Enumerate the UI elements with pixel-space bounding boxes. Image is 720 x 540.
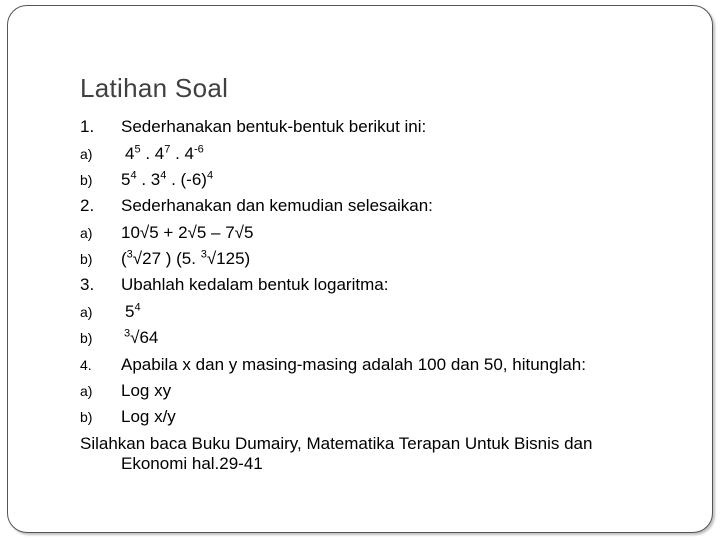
- item-marker: a): [80, 146, 93, 162]
- slide-title: Latihan Soal: [80, 73, 229, 103]
- expression: Log xy: [121, 381, 172, 400]
- reference-line-2: Ekonomi hal.29-41: [121, 454, 263, 473]
- expression: $^3$√64: [124, 327, 159, 347]
- question-text: Ubahlah kedalam bentuk logaritma:: [121, 275, 389, 294]
- expression: Log x/y: [121, 407, 176, 426]
- question-number: 4.: [80, 357, 92, 373]
- reference-line-1: Silahkan baca Buku Dumairy, Matematika Terapan Untuk Bisnis dan: [80, 434, 593, 453]
- question-text: Sederhanakan dan kemudian selesaikan:: [121, 196, 433, 215]
- item-marker: a): [80, 383, 93, 399]
- expression: $5^4$ . $3^4$ . $(-6)^4$: [121, 169, 214, 189]
- question-text: Sederhanakan bentuk-bentuk berikut ini:: [121, 117, 427, 136]
- expression: ($^3$√27 ) (5. $^3$√125): [121, 248, 251, 268]
- item-marker: b): [80, 330, 93, 346]
- question-number: 1.: [80, 117, 95, 136]
- question-text: Apabila x dan y masing-masing adalah 100 dan 50, hitunglah:: [121, 355, 586, 374]
- expression: $5^4$: [125, 301, 141, 321]
- item-marker: a): [80, 225, 93, 241]
- item-marker: b): [80, 251, 93, 267]
- item-marker: b): [80, 409, 93, 425]
- expression: 10√5 + 2√5 – 7√5: [121, 223, 254, 242]
- expression: $4^5$ . $4^7$ . $4^{-6}$: [125, 143, 204, 163]
- reference-note: [80, 434, 680, 474]
- question-number: 3.: [80, 275, 95, 294]
- item-marker: b): [80, 172, 93, 188]
- question-number: 2.: [80, 196, 95, 215]
- item-marker: a): [80, 304, 93, 320]
